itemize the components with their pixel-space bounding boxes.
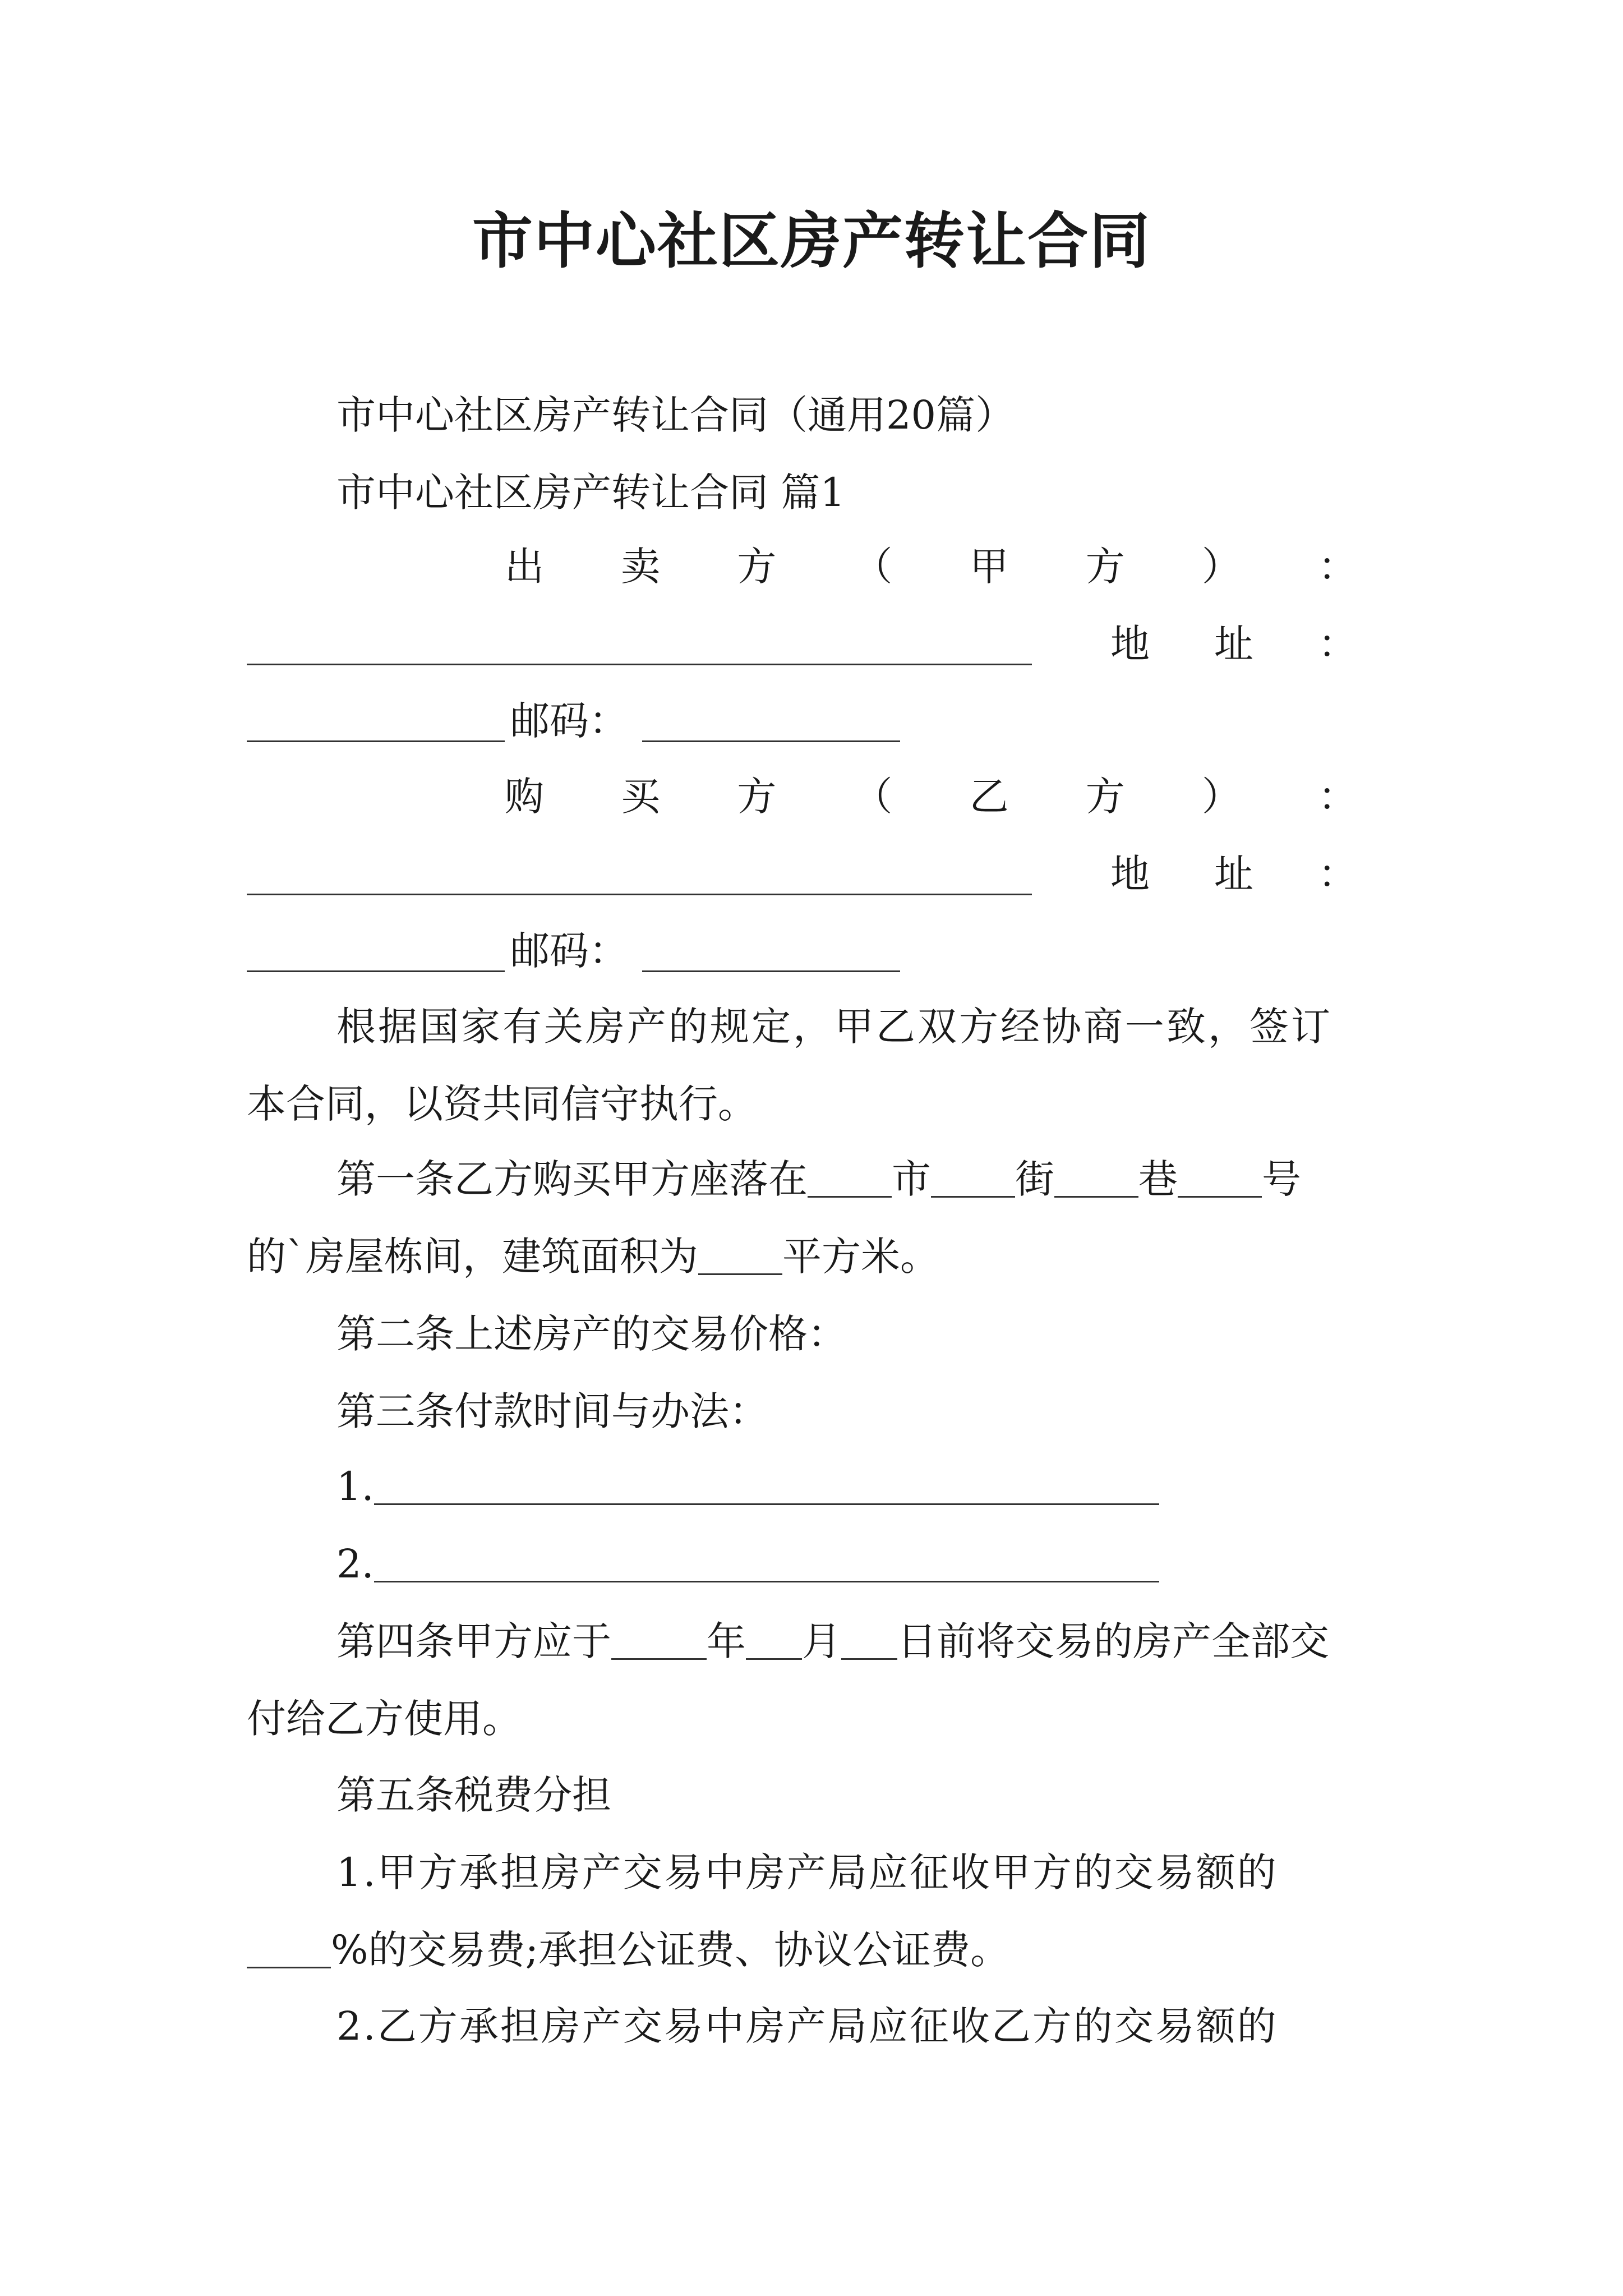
fee-percent-blank (247, 1922, 331, 1968)
address-char: 址 (1214, 621, 1253, 667)
buyer-char: ） (1201, 774, 1241, 820)
area-blank (698, 1228, 782, 1275)
seller-char: 卖 (621, 544, 661, 590)
seller-char: ） (1201, 544, 1241, 590)
seller-postcode-label: 邮码： (510, 698, 628, 744)
article-5: 第五条税费分担 (336, 1772, 611, 1818)
buyer-char: 买 (621, 774, 661, 820)
payment-item-2: 2. (336, 1536, 1159, 1592)
seller-name-blank (247, 664, 1032, 665)
buyer-label (505, 769, 1357, 825)
seller-char: 出 (505, 544, 544, 590)
buyer-name-blank (247, 894, 1032, 895)
document-title: 市中心社区房产转让合同 (472, 206, 1151, 277)
article-5-item-1-line-1: 1.甲方承担房产交易中房产局应征收甲方的交易额的 (336, 1849, 1278, 1895)
preamble-line-1: 根据国家有关房产的规定，甲乙双方经协商一致，签订 (336, 1004, 1332, 1050)
buyer-char: 乙 (969, 774, 1009, 820)
article-5-item-2-line-1: 2.乙方承担房产交易中房产局应征收乙方的交易额的 (336, 2003, 1278, 2049)
month-blank (746, 1613, 802, 1660)
address-char: ： (1318, 621, 1357, 667)
seller-char: 方 (737, 544, 777, 590)
lane-blank (1054, 1151, 1138, 1198)
seller-label (505, 539, 1357, 595)
article-1-line-1: 第一条乙方购买甲方座落在 市 街 巷 号 (336, 1151, 1301, 1207)
payment-item-1: 1. (336, 1458, 1159, 1515)
year-blank (611, 1613, 707, 1660)
buyer-char: （ (853, 774, 893, 820)
buyer-address-label (1110, 846, 1357, 902)
seller-address-blank (247, 740, 505, 742)
buyer-postcode-blank (642, 970, 900, 972)
article-3: 第三条付款时间与办法： (336, 1388, 768, 1434)
seller-postcode-blank (642, 740, 900, 742)
article-2: 第二条上述房产的交易价格： (336, 1311, 847, 1357)
address-char: ： (1318, 851, 1357, 897)
article-4-line-2: 付给乙方使用。 (247, 1696, 522, 1742)
address-char: 地 (1110, 851, 1150, 897)
seller-address-label (1110, 616, 1357, 672)
seller-char: 甲 (969, 544, 1009, 590)
seller-char: 方 (1085, 544, 1125, 590)
part-heading: 市中心社区房产转让合同 篇1 (336, 470, 845, 516)
payment-item-1-blank (374, 1458, 1159, 1505)
article-4-line-1: 第四条甲方应于 年 月 日前将交易的房产全部交 (336, 1613, 1329, 1669)
number-blank (1178, 1151, 1262, 1198)
day-blank (841, 1613, 897, 1660)
buyer-char: 方 (737, 774, 777, 820)
article-1-line-2: 的`房屋栋间，建筑面积为 平方米。 (247, 1228, 939, 1285)
article-5-item-1-line-2: %的交易费;承担公证费、协议公证费。 (247, 1922, 1009, 1978)
seller-char: ： (1317, 544, 1357, 590)
document-subtitle: 市中心社区房产转让合同（通用20篇） (336, 392, 1015, 438)
address-char: 址 (1214, 851, 1253, 897)
buyer-char: 方 (1085, 774, 1125, 820)
address-char: 地 (1110, 621, 1150, 667)
city-blank (808, 1151, 892, 1198)
buyer-char: ： (1317, 774, 1357, 820)
buyer-char: 购 (505, 774, 544, 820)
payment-item-2-blank (374, 1536, 1159, 1582)
buyer-postcode-label: 邮码： (510, 928, 628, 974)
preamble-line-2: 本合同，以资共同信守执行。 (247, 1081, 757, 1127)
buyer-address-blank (247, 970, 505, 972)
street-blank (931, 1151, 1015, 1198)
seller-char: （ (853, 544, 893, 590)
